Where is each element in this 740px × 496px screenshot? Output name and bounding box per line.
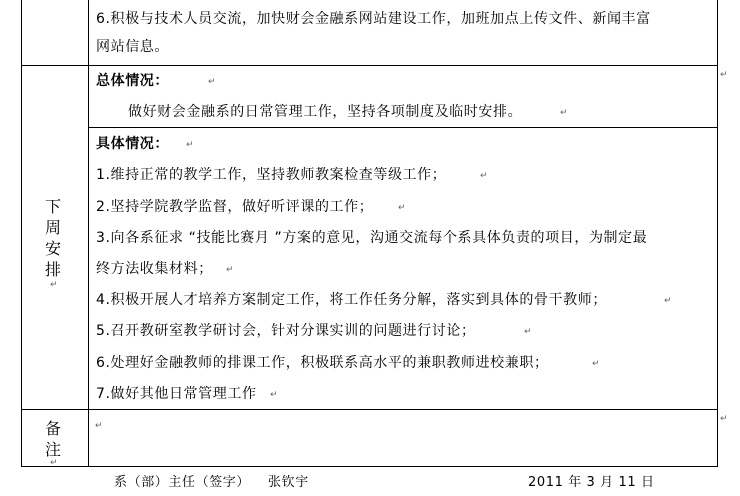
top-item-line-1: 6.积极与技术人员交流，加快财会金融系网站建设工作，加班加点上传文件、新闻丰富 <box>96 11 651 27</box>
paragraph-mark: ↵ <box>50 280 58 290</box>
specific-item-4: 4.积极开展人才培养方案制定工作，将工作任务分解，落实到具体的骨干教师； <box>96 292 607 308</box>
paragraph-mark: ↵ <box>270 390 278 400</box>
overall-heading: 总体情况： <box>96 73 169 89</box>
paragraph-mark: ↵ <box>186 140 194 150</box>
specific-heading: 具体情况： <box>96 136 169 152</box>
signer-name: 张钦宇 <box>268 475 309 490</box>
row-divider-2 <box>88 127 718 128</box>
paragraph-mark: ↵ <box>664 296 672 306</box>
table-bottom-border <box>21 466 718 467</box>
specific-item-3: 3.向各系征求 “技能比赛月 ”方案的意见，沟通交流每个系具体负责的项目，为制定最 <box>96 230 648 246</box>
paragraph-mark: ↵ <box>95 421 103 431</box>
signature-label: 系（部）主任（签字） <box>114 475 251 490</box>
specific-item-3-cont: 终方法收集材料； <box>96 261 213 277</box>
paragraph-mark: ↵ <box>560 108 568 118</box>
signature-date: 2011 年 3 月 11 日 <box>528 475 655 490</box>
specific-item-7: 7.做好其他日常管理工作 <box>96 386 257 402</box>
paragraph-mark: ↵ <box>524 327 532 337</box>
row-divider-1 <box>21 65 718 66</box>
cell-end-mark: ↵ <box>720 70 728 80</box>
specific-item-1: 1.维持正常的教学工作，坚持教师教案检查等级工作； <box>96 167 447 183</box>
specific-item-6: 6.处理好金融教师的排课工作，积极联系高水平的兼职教师进校兼职； <box>96 355 549 371</box>
next-week-label-char: 周 <box>44 218 61 237</box>
paragraph-mark: ↵ <box>50 458 58 468</box>
paragraph-mark: ↵ <box>208 77 216 87</box>
table-column-divider <box>88 0 89 467</box>
table-left-border <box>21 0 22 467</box>
remarks-label-char: 备 <box>44 419 61 438</box>
paragraph-mark: ↵ <box>398 203 406 213</box>
specific-item-5: 5.召开教研室教学研讨会，针对分课实训的问题进行讨论； <box>96 323 476 339</box>
table-right-border <box>717 0 718 467</box>
next-week-label-char: 安 <box>44 239 61 258</box>
paragraph-mark: ↵ <box>226 265 234 275</box>
next-week-label-char: 下 <box>44 197 61 216</box>
specific-item-2: 2.坚持学院教学监督，做好听评课的工作； <box>96 199 374 215</box>
top-item-line-2: 网站信息。 <box>96 39 169 55</box>
cell-end-mark: ↵ <box>720 414 728 424</box>
paragraph-mark: ↵ <box>480 171 488 181</box>
overall-text: 做好财会金融系的日常管理工作，坚持各项制度及临时安排。 <box>128 104 523 120</box>
remarks-label-char: 注 <box>44 440 61 459</box>
next-week-label-char: 排 <box>44 260 61 279</box>
remarks-content[interactable] <box>89 410 717 466</box>
paragraph-mark: ↵ <box>592 359 600 369</box>
